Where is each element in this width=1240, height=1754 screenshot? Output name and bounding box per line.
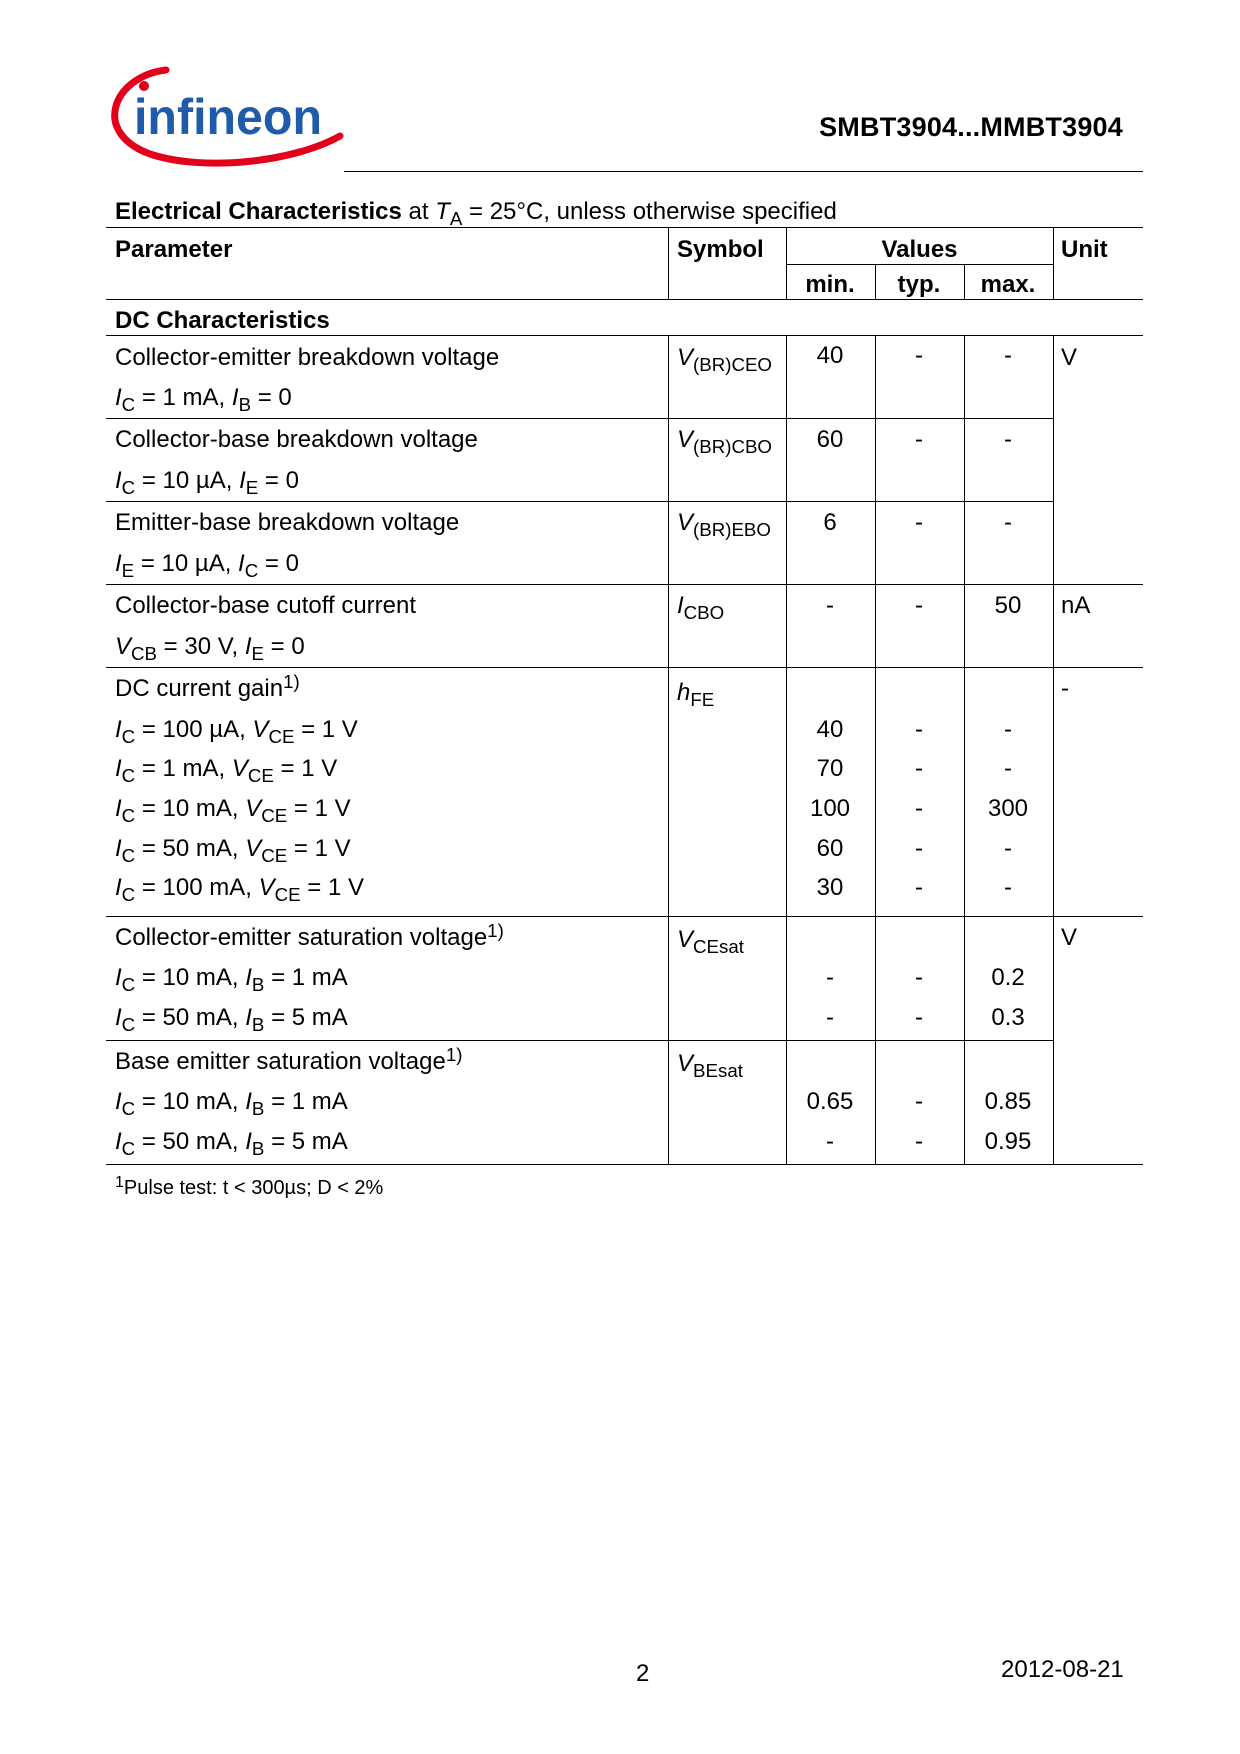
param-name: DC current gain$^{1)}$ [115, 671, 300, 702]
param-condition: $I_C = 50$ mA, $V_{CE} = 1$ V [115, 835, 351, 866]
value-typ: - [915, 509, 923, 536]
value-typ: - [915, 964, 923, 991]
infineon-logo [104, 62, 344, 174]
value-max: - [1004, 874, 1012, 901]
value-min: 40 [816, 716, 844, 743]
value-max: - [1004, 716, 1012, 743]
value-typ: - [915, 795, 923, 822]
value-min: 100 [809, 795, 851, 822]
value-max: - [1004, 509, 1012, 536]
param-condition: $V_{CB} = 30$ V, $I_E = 0$ [115, 633, 305, 664]
value-min: 6 [823, 509, 837, 536]
value-max: 0.3 [991, 1004, 1025, 1031]
value-min: - [826, 1004, 834, 1031]
symbol: $V_{BEsat}$ [677, 1050, 743, 1081]
value-typ: - [915, 342, 923, 369]
value-typ: - [915, 426, 923, 453]
param-condition: $I_C = 1$ mA, $I_B = 0$ [115, 384, 292, 415]
value-min: - [826, 964, 834, 991]
value-max: 0.95 [984, 1128, 1032, 1155]
param-condition: $I_C = 100$ µA, $V_{CE} = 1$ V [115, 716, 358, 747]
value-max: - [1004, 835, 1012, 862]
symbol: $V_{(BR)CEO}$ [677, 344, 772, 375]
header-parameter: Parameter [115, 236, 233, 263]
symbol: $V_{(BR)EBO}$ [677, 509, 771, 540]
param-name: Emitter-base breakdown voltage [115, 509, 460, 536]
param-condition: $I_C = 100$ mA, $V_{CE} = 1$ V [115, 874, 364, 905]
symbol: $I_{CBO}$ [677, 592, 725, 623]
value-min: 60 [816, 835, 844, 862]
value-typ: - [915, 716, 923, 743]
param-condition: $I_C = 50$ mA, $I_B = 5$ mA [115, 1004, 348, 1035]
footnote: $^1$Pulse test: t < 300µs; D < 2% [115, 1173, 384, 1199]
value-min: 30 [816, 874, 844, 901]
value-typ: - [915, 592, 923, 619]
param-name: Base emitter saturation voltage$^{1)}$ [115, 1044, 463, 1075]
param-condition: $I_C = 50$ mA, $I_B = 5$ mA [115, 1128, 348, 1159]
value-max: 0.2 [991, 964, 1025, 991]
value-max: - [1004, 426, 1012, 453]
section-title: Electrical Characteristics at $T_A = 25^\circ C$, unless otherwise specified [115, 198, 837, 229]
value-min: 60 [816, 426, 844, 453]
param-name: Collector-base cutoff current [115, 592, 417, 619]
value-min: - [826, 1128, 834, 1155]
value-typ: - [915, 1004, 923, 1031]
value-min: - [826, 592, 834, 619]
param-condition: $I_C = 1$ mA, $V_{CE} = 1$ V [115, 755, 338, 786]
param-name: Collector-base breakdown voltage [115, 426, 478, 453]
unit: V [1061, 344, 1078, 371]
param-name: Collector-emitter saturation voltage$^{1)}$ [115, 920, 504, 951]
param-condition: $I_C = 10$ mA, $I_B = 1$ mA [115, 964, 348, 995]
value-typ: - [915, 1128, 923, 1155]
value-max: 50 [994, 592, 1022, 619]
header-unit: Unit [1061, 236, 1108, 263]
header-min: min. [805, 271, 855, 298]
header-symbol: Symbol [677, 236, 764, 263]
header-typ: typ. [897, 271, 941, 298]
param-condition: $I_C = 10$ µA, $I_E = 0$ [115, 467, 299, 498]
value-min: 70 [816, 755, 844, 782]
symbol: $V_{CEsat}$ [677, 926, 744, 957]
symbol: $V_{(BR)CBO}$ [677, 426, 772, 457]
symbol: $h_{FE}$ [677, 679, 715, 710]
param-condition: $I_E = 10$ µA, $I_C = 0$ [115, 550, 299, 581]
value-min: 40 [816, 342, 844, 369]
header-values: Values [881, 236, 958, 263]
svg-text:infineon: infineon [134, 89, 322, 145]
value-typ: - [915, 755, 923, 782]
document-title: SMBT3904...MMBT3904 [819, 112, 1123, 142]
value-typ: - [915, 1088, 923, 1115]
param-condition: $I_C = 10$ mA, $V_{CE} = 1$ V [115, 795, 351, 826]
document-date: 2012-08-21 [1001, 1656, 1124, 1683]
param-condition: $I_C = 10$ mA, $I_B = 1$ mA [115, 1088, 348, 1119]
value-typ: - [915, 874, 923, 901]
param-name: Collector-emitter breakdown voltage [115, 344, 500, 371]
page-number: 2 [636, 1660, 650, 1687]
unit: - [1061, 675, 1069, 702]
header-rule [344, 171, 1143, 172]
header-max: max. [980, 271, 1036, 298]
value-max: 0.85 [984, 1088, 1032, 1115]
section-dc-characteristics: DC Characteristics [115, 307, 330, 334]
unit: V [1061, 924, 1078, 951]
value-max: 300 [987, 795, 1029, 822]
value-typ: - [915, 835, 923, 862]
value-max: - [1004, 342, 1012, 369]
value-max: - [1004, 755, 1012, 782]
unit: nA [1061, 592, 1091, 619]
value-min: 0.65 [806, 1088, 854, 1115]
